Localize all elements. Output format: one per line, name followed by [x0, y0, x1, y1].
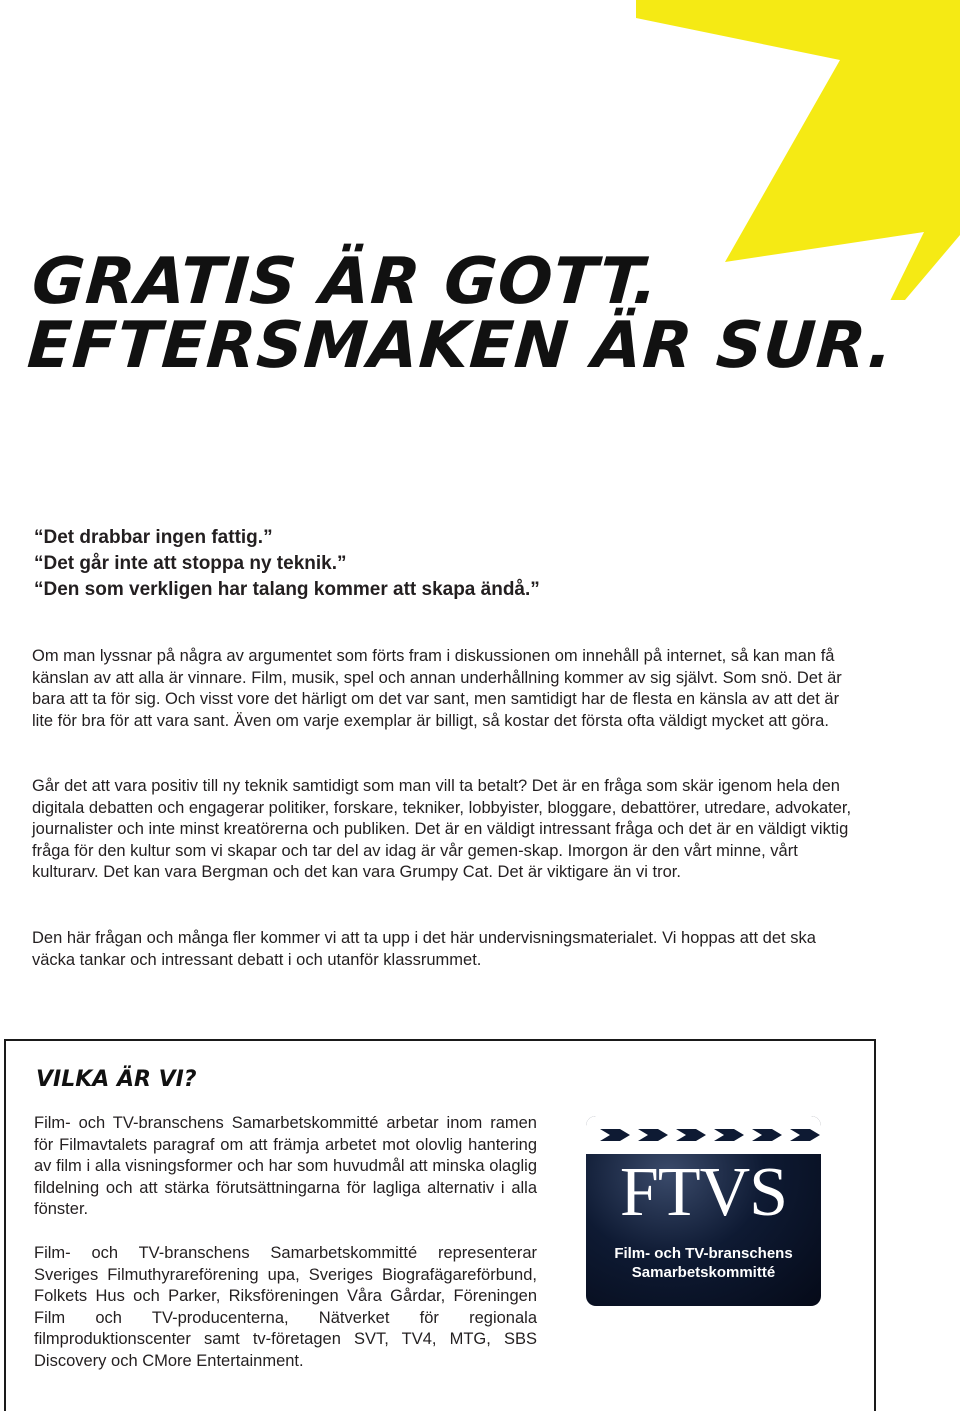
question-paragraph: Går det att vara positiv till ny teknik samtidigt som man vill ta betalt? Det är en fråga som skär igenom hela den digitala debatten och engagerar politiker, forskare, tekniker, lobbyister, bloggare, debattörer, utredare, advokater, journalister och inte minst kreatörerna och publiken. Det är en väldigt intressant fråga och det är en väldigt viktig fråga för den kultur som vi skapar och tar del av idag är vår gemen-skap. Imorgon är den vårt minne, vårt kulturarv. Det kan vara Bergman och det kan vara Grumpy Cat. Det är viktigare än vi tror. [32, 777, 852, 882]
quote-item: “Det går inte att stoppa ny teknik.” [34, 553, 347, 574]
about-title: VILKA ÄR VI? [36, 1067, 197, 1092]
members-paragraph: Film- och TV-branschens Samarbetskommitté representerar Sveriges Filmuthyrareförening upa, Sveriges Biografägareförbund, Folkets Hus och Parker, Riksföreningen Våra Gårdar, Föreningen Film och TV-producenterna, Nätverket för regionala filmproduktionscenter samt tv-företagen SVT, TV4, MTG, SBS Discovery och CMore Entertainment. [34, 1244, 537, 1370]
closing-paragraph: Den här frågan och många fler kommer vi att ta upp i det här undervisningsmaterialet. Vi hoppas att det ska väcka tankar och intressant debatt i och utanför klassrummet. [32, 929, 816, 969]
logo-subtitle [586, 1244, 821, 1282]
clapperboard-logo-icon [586, 1116, 821, 1156]
quote-list [34, 525, 540, 603]
logo-subtitle-line-1: Film- och TV-branschens [614, 1245, 793, 1262]
headline-line-2: EFTERSMAKEN ÄR SUR. [25, 309, 896, 383]
about-paragraph: Film- och TV-branschens Samarbetskommitté arbetar inom ramen för Filmavtalets paragraf om att främja arbetet mot olovlig hantering av film i alla visningsformer och har som huvudmål att minska olaglig fildelning och att stärka förutsättningarna för lagliga alternativ i alla fönster. [34, 1114, 537, 1219]
page-headline [25, 245, 900, 383]
quote-item: “Den som verkligen har talang kommer att skapa ändå.” [34, 579, 540, 600]
about-section [4, 1039, 876, 1411]
logo-subtitle-line-2: Samarbetskommitté [631, 1264, 776, 1281]
quote-item: “Det drabbar ingen fattig.” [34, 527, 273, 548]
headline-line-1: GRATIS ÄR GOTT. [29, 245, 662, 319]
logo-letters: FTVS [619, 1154, 788, 1231]
intro-paragraph: Om man lyssnar på några av argumentet som förts fram i diskussionen om innehåll på internet, så kan man få känslan av att alla är vinnare. Film, musik, spel och annan underhållning kommer av sig självt. Som snö. Det är bara att ta för sig. Och visst vore det härligt om det var sant, men samtidigt har de flesta en känsla av att det är lite för bra för att vara sant. Även om varje exemplar är billigt, så kostar det första ofta väldigt mycket att göra. [32, 647, 842, 730]
ftvs-logo [586, 1116, 821, 1306]
